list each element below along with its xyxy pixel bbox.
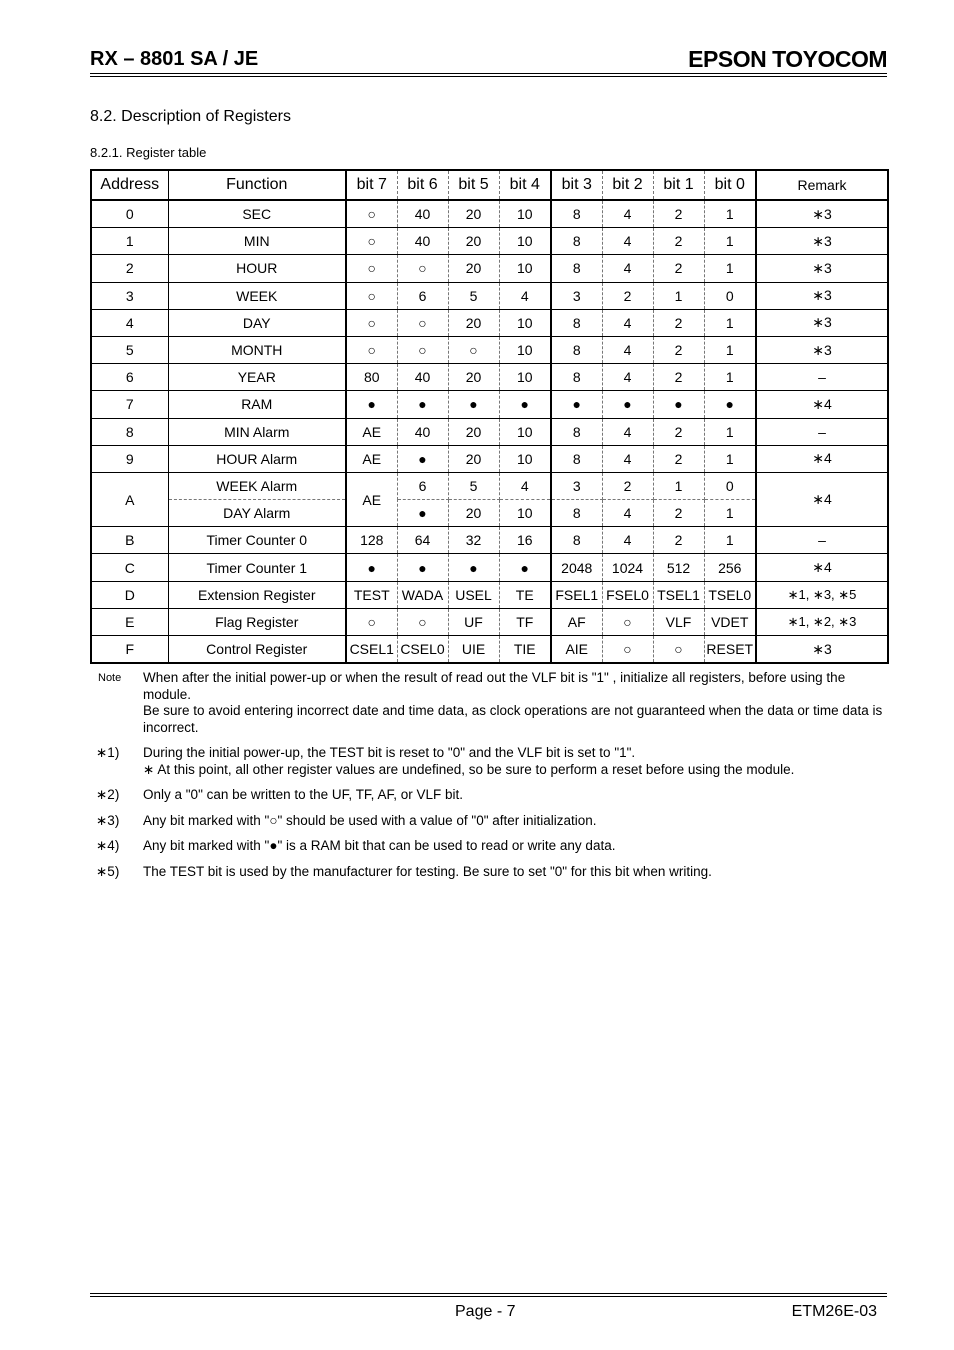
table-cell: 1: [704, 527, 756, 554]
table-cell: YEAR: [168, 364, 346, 391]
table-row: [91, 364, 888, 391]
section-title: 8.2. Description of Registers: [90, 108, 291, 125]
table-cell: 4: [602, 336, 653, 363]
table-cell: ●: [397, 391, 448, 418]
table-cell: 3: [551, 472, 602, 499]
table-header-row: [91, 170, 888, 200]
table-cell: DAY: [168, 309, 346, 336]
table-row: [91, 200, 888, 228]
table-cell: 32: [448, 527, 499, 554]
table-cell: 2: [602, 472, 653, 499]
table-cell: WEEK Alarm: [168, 472, 346, 499]
table-row: [91, 581, 888, 608]
table-cell: 2: [91, 255, 168, 282]
table-cell: 4: [602, 527, 653, 554]
footnote: [90, 813, 887, 830]
table-cell: ∗3: [756, 228, 888, 255]
table-cell: ●: [551, 391, 602, 418]
table-cell: B: [91, 527, 168, 554]
table-cell: HOUR: [168, 255, 346, 282]
table-cell: 1: [704, 255, 756, 282]
table-row: [91, 554, 888, 581]
column-header: bit 2: [602, 170, 653, 200]
table-cell: ○: [653, 636, 704, 664]
table-cell: AE: [346, 418, 397, 445]
table-cell: 4: [499, 472, 551, 499]
table-cell: 8: [551, 336, 602, 363]
table-cell: 10: [499, 445, 551, 472]
table-cell: 1024: [602, 554, 653, 581]
table-cell: 512: [653, 554, 704, 581]
table-cell: Flag Register: [168, 608, 346, 635]
table-cell: ∗3: [756, 282, 888, 309]
table-row: [91, 472, 888, 499]
table-cell: 1: [704, 228, 756, 255]
table-cell: ○: [602, 608, 653, 635]
page-number: Page - 7: [455, 1303, 516, 1320]
table-cell: 2: [653, 418, 704, 445]
table-cell: 8: [551, 527, 602, 554]
table-row: [91, 527, 888, 554]
table-cell: 10: [499, 364, 551, 391]
table-cell: 8: [551, 200, 602, 228]
table-cell: 20: [448, 418, 499, 445]
table-cell: 256: [704, 554, 756, 581]
table-cell: 4: [602, 364, 653, 391]
table-cell: ●: [448, 391, 499, 418]
table-cell: UF: [448, 608, 499, 635]
table-cell: 20: [448, 445, 499, 472]
table-cell: 128: [346, 527, 397, 554]
table-cell: 40: [397, 364, 448, 391]
table-cell: TF: [499, 608, 551, 635]
table-cell: ○: [346, 608, 397, 635]
table-cell: ●: [346, 391, 397, 418]
table-cell: 8: [551, 418, 602, 445]
table-cell: VDET: [704, 608, 756, 635]
table-cell: 10: [499, 500, 551, 527]
table-cell: AIE: [551, 636, 602, 664]
table-cell: RAM: [168, 391, 346, 418]
footer-rule: [90, 1293, 887, 1294]
footnote: [90, 864, 887, 881]
table-cell: ●: [346, 554, 397, 581]
table-cell: ∗1, ∗3, ∗5: [756, 581, 888, 608]
table-cell: CSEL0: [397, 636, 448, 664]
table-cell: HOUR Alarm: [168, 445, 346, 472]
table-row: [91, 391, 888, 418]
table-cell: TIE: [499, 636, 551, 664]
table-cell: 8: [551, 500, 602, 527]
table-cell: TSEL1: [653, 581, 704, 608]
footnote-key: ∗2): [96, 787, 120, 802]
table-cell: ∗3: [756, 636, 888, 664]
table-cell: 2048: [551, 554, 602, 581]
table-cell: ●: [499, 554, 551, 581]
table-row: [91, 255, 888, 282]
table-cell: ○: [346, 282, 397, 309]
footnote-text: The TEST bit is used by the manufacturer for testing. Be sure to set "0" for this bit when writing.: [143, 863, 712, 879]
table-cell: 9: [91, 445, 168, 472]
note: [90, 670, 887, 736]
table-cell: 4: [602, 200, 653, 228]
table-cell: 20: [448, 200, 499, 228]
table-cell: 8: [551, 255, 602, 282]
table-cell: 0: [704, 282, 756, 309]
table-cell: 2: [653, 445, 704, 472]
table-cell: 8: [551, 228, 602, 255]
table-cell: CSEL1: [346, 636, 397, 664]
table-cell: UIE: [448, 636, 499, 664]
document-code: ETM26E-03: [791, 1303, 877, 1320]
table-cell: 4: [602, 309, 653, 336]
table-cell: 20: [448, 364, 499, 391]
footnote: [90, 745, 887, 778]
table-cell: 6: [397, 282, 448, 309]
column-header: bit 0: [704, 170, 756, 200]
table-cell: 1: [704, 309, 756, 336]
table-cell: ○: [448, 336, 499, 363]
column-header: bit 7: [346, 170, 397, 200]
table-cell: 10: [499, 418, 551, 445]
footnote-text: Any bit marked with "○" should be used with a value of "0" after initialization.: [143, 812, 597, 828]
table-cell: 20: [448, 309, 499, 336]
table-cell: ○: [602, 636, 653, 664]
table-cell: 4: [499, 282, 551, 309]
footer-rule: [90, 1296, 887, 1297]
table-cell: ○: [346, 255, 397, 282]
column-header: bit 6: [397, 170, 448, 200]
table-cell: 2: [653, 527, 704, 554]
table-cell: 5: [91, 336, 168, 363]
table-cell: ∗4: [756, 445, 888, 472]
note-key: Note: [98, 672, 122, 684]
header-rule: [90, 76, 887, 77]
column-header: Address: [91, 170, 168, 200]
table-cell: ∗1, ∗2, ∗3: [756, 608, 888, 635]
brand-logo: EPSON TOYOCOM: [688, 46, 887, 72]
table-cell: ∗4: [756, 472, 888, 526]
table-cell: 1: [704, 500, 756, 527]
table-cell: ○: [346, 336, 397, 363]
footnote-key: ∗4): [96, 838, 120, 853]
table-cell: C: [91, 554, 168, 581]
table-cell: 2: [653, 309, 704, 336]
table-cell: Extension Register: [168, 581, 346, 608]
table-cell: 4: [602, 500, 653, 527]
notes: [90, 670, 887, 889]
table-cell: 2: [602, 282, 653, 309]
footnote-key: ∗3): [96, 812, 120, 828]
table-cell: ○: [397, 336, 448, 363]
table-cell: ●: [448, 554, 499, 581]
table-cell: 10: [499, 200, 551, 228]
table-cell: ●: [397, 445, 448, 472]
note-line: When after the initial power-up or when the result of read out the VLF bit is "1" , initialize all registers, before using the module.: [143, 670, 846, 702]
table-cell: 10: [499, 309, 551, 336]
table-cell: ∗3: [756, 309, 888, 336]
column-header: bit 3: [551, 170, 602, 200]
table-cell: ●: [397, 554, 448, 581]
table-cell: ●: [602, 391, 653, 418]
table-cell: ●: [704, 391, 756, 418]
table-cell: 16: [499, 527, 551, 554]
footnote-text: During the initial power-up, the TEST bit is reset to "0" and the VLF bit is set to "1".: [143, 745, 636, 760]
table-cell: MONTH: [168, 336, 346, 363]
table-cell: D: [91, 581, 168, 608]
table-row: [91, 418, 888, 445]
table-cell: 2: [653, 255, 704, 282]
table-cell: MIN Alarm: [168, 418, 346, 445]
table-cell: E: [91, 608, 168, 635]
column-header: Remark: [756, 170, 888, 200]
table-cell: ○: [346, 309, 397, 336]
table-cell: 2: [653, 200, 704, 228]
table-cell: AF: [551, 608, 602, 635]
table-cell: 4: [91, 309, 168, 336]
table-cell: ∗4: [756, 391, 888, 418]
table-cell: USEL: [448, 581, 499, 608]
table-cell: ●: [499, 391, 551, 418]
table-cell: 20: [448, 228, 499, 255]
table-cell: 5: [448, 282, 499, 309]
table-cell: ○: [346, 200, 397, 228]
table-row: [91, 282, 888, 309]
footnote-key: ∗1): [96, 745, 120, 760]
table-cell: AE: [346, 472, 397, 526]
table-cell: 40: [397, 418, 448, 445]
column-header: bit 1: [653, 170, 704, 200]
footnote: [90, 787, 887, 804]
table-row: [91, 228, 888, 255]
table-cell: 3: [551, 282, 602, 309]
table-cell: ∗4: [756, 554, 888, 581]
table-cell: 1: [91, 228, 168, 255]
table-cell: 0: [704, 472, 756, 499]
table-cell: –: [756, 418, 888, 445]
table-cell: WADA: [397, 581, 448, 608]
table-cell: 1: [653, 472, 704, 499]
table-cell: –: [756, 527, 888, 554]
table-row: [91, 445, 888, 472]
table-cell: 10: [499, 228, 551, 255]
subsection-title: 8.2.1. Register table: [90, 145, 207, 160]
table-cell: 1: [704, 445, 756, 472]
column-header: bit 5: [448, 170, 499, 200]
table-cell: VLF: [653, 608, 704, 635]
table-cell: RESET: [704, 636, 756, 664]
footnote-text: Only a "0" can be written to the UF, TF, AF, or VLF bit.: [143, 787, 463, 802]
table-cell: MIN: [168, 228, 346, 255]
table-cell: –: [756, 364, 888, 391]
footnote-key: ∗5): [96, 863, 120, 879]
table-cell: 3: [91, 282, 168, 309]
table-cell: 6: [91, 364, 168, 391]
footnote-subtext: ∗ At this point, all other register values are undefined, so be sure to perform a reset before using the module.: [143, 761, 795, 777]
table-cell: DAY Alarm: [168, 500, 346, 527]
table-cell: Timer Counter 1: [168, 554, 346, 581]
table-cell: TEST: [346, 581, 397, 608]
table-cell: 4: [602, 445, 653, 472]
table-cell: ∗3: [756, 200, 888, 228]
table-cell: 8: [91, 418, 168, 445]
document-title: RX – 8801 SA / JE: [90, 48, 259, 70]
table-row: [91, 336, 888, 363]
table-cell: 7: [91, 391, 168, 418]
table-cell: 10: [499, 336, 551, 363]
table-cell: 80: [346, 364, 397, 391]
table-cell: 10: [499, 255, 551, 282]
table-cell: 64: [397, 527, 448, 554]
table-cell: TSEL0: [704, 581, 756, 608]
table-cell: ○: [346, 228, 397, 255]
table-cell: 5: [448, 472, 499, 499]
table-row: [91, 608, 888, 635]
table-cell: ∗3: [756, 336, 888, 363]
table-cell: 6: [397, 472, 448, 499]
table-cell: SEC: [168, 200, 346, 228]
table-cell: ●: [653, 391, 704, 418]
table-cell: FSEL0: [602, 581, 653, 608]
table-cell: 8: [551, 309, 602, 336]
page-header: [90, 46, 887, 76]
table-row: [91, 636, 888, 664]
table-cell: 2: [653, 336, 704, 363]
register-table: [90, 169, 889, 664]
table-cell: Control Register: [168, 636, 346, 664]
table-cell: 1: [704, 364, 756, 391]
table-cell: ●: [397, 500, 448, 527]
table-cell: ○: [397, 608, 448, 635]
table-cell: 2: [653, 228, 704, 255]
table-cell: 1: [704, 336, 756, 363]
table-cell: 4: [602, 418, 653, 445]
table-cell: 40: [397, 200, 448, 228]
column-header: bit 4: [499, 170, 551, 200]
column-header: Function: [168, 170, 346, 200]
table-cell: Timer Counter 0: [168, 527, 346, 554]
table-cell: 4: [602, 255, 653, 282]
table-cell: 4: [602, 228, 653, 255]
table-cell: 0: [91, 200, 168, 228]
footnote-text: Any bit marked with "●" is a RAM bit that can be used to read or write any data.: [143, 838, 616, 853]
footnote: [90, 838, 887, 855]
table-cell: 40: [397, 228, 448, 255]
table-cell: 2: [653, 500, 704, 527]
table-cell: ○: [397, 309, 448, 336]
table-cell: 8: [551, 445, 602, 472]
table-cell: FSEL1: [551, 581, 602, 608]
table-cell: F: [91, 636, 168, 664]
table-cell: AE: [346, 445, 397, 472]
table-cell: 1: [704, 418, 756, 445]
table-cell: ∗3: [756, 255, 888, 282]
table-cell: 2: [653, 364, 704, 391]
table-cell: 1: [704, 200, 756, 228]
table-cell: ○: [397, 255, 448, 282]
table-cell: A: [91, 472, 168, 526]
note-line: Be sure to avoid entering incorrect date and time data, as clock operations are not guaranteed when the data or time data is incorrect.: [143, 703, 883, 735]
table-cell: 1: [653, 282, 704, 309]
table-cell: TE: [499, 581, 551, 608]
table-cell: 20: [448, 255, 499, 282]
header-rule: [90, 73, 887, 74]
table-cell: 20: [448, 500, 499, 527]
table-cell: 8: [551, 364, 602, 391]
table-cell: WEEK: [168, 282, 346, 309]
table-row: [91, 309, 888, 336]
